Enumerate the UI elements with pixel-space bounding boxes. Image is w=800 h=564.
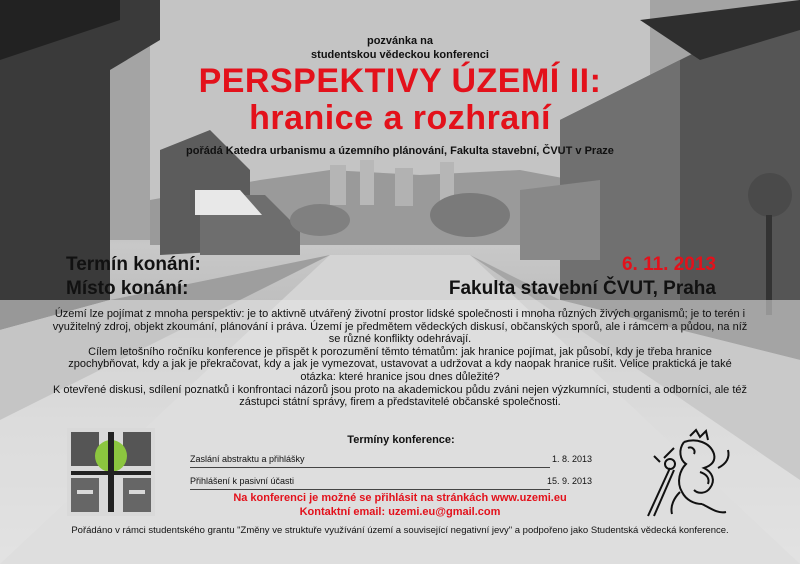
- date-label: Termín konání:: [66, 254, 201, 275]
- venue-value: Fakulta stavební ČVUT, Praha: [448, 278, 716, 299]
- description-paragraph-3: K otevřené diskusi, sdílení poznatků i konfrontaci názorů jsou proto na akademickou půdu zváni nejen výzkumníci, studenti a odborníci, ale též zástupci státní správy, firem a představitelé občanské společnosti.: [52, 383, 747, 409]
- deadline-label: Přihlášení k pasivní účasti: [190, 476, 295, 486]
- description: [52, 308, 748, 409]
- invitation-line-1: pozvánka na: [366, 35, 434, 47]
- deadline-date: 1. 8. 2013: [551, 454, 592, 464]
- deadlines-title: Termíny konference:: [347, 434, 455, 446]
- deadline-row: [190, 476, 612, 486]
- deadline-date: 15. 9. 2013: [546, 476, 592, 486]
- registration-text[interactable]: Na konferenci je možné se přihlásit na stránkách www.uzemi.eu: [233, 492, 567, 504]
- cvut-lion-icon: [640, 428, 735, 520]
- venue-label: Místo konání:: [66, 278, 189, 299]
- deadlines-box: [190, 434, 612, 490]
- divider: [190, 467, 550, 468]
- deadline-row: [190, 454, 612, 464]
- contact-email[interactable]: Kontaktní email: uzemi.eu@gmail.com: [299, 506, 501, 518]
- invitation-heading: [0, 34, 800, 62]
- date-value: 6. 11. 2013: [621, 254, 716, 275]
- divider: [190, 489, 550, 490]
- deadline-label: Zaslání abstraktu a přihlášky: [190, 454, 305, 464]
- invitation-line-2: studentskou vědeckou konferenci: [311, 49, 489, 61]
- organizer-line: pořádá Katedra urbanismu a územního plánování, Fakulta stavební, ČVUT v Praze: [186, 145, 614, 157]
- footer-note: Pořádáno v rámci studentského grantu "Změny ve struktuře využívání území a související negativní jevy" a podpořeno jako Studentská vědecká konference.: [71, 525, 729, 536]
- description-paragraph-1: Území lze pojímat z mnoha perspektiv: je to aktivně utvářený životní prostor lidské společnosti i mnoha různých živých organismů; je to terén i využitelný zdroj, objekt zkoumání, plánování i práva. Území je předmětem vědeckých diskusí, občanských sporů, ale i rámcem a půdou, na níž se různé konflikty odehrávají.: [52, 308, 748, 346]
- conference-subtitle: hranice a rozhraní: [249, 99, 551, 137]
- description-paragraph-2: Cílem letošního ročníku konference je přispět k porozumění těmto tématům: jak hranice pojímat, jak působí, kdy je třeba hranice zpochybňovat, kdy a jak je překračovat, kdy a jak je vymezovat, ustavovat a udržovat a kdy naopak hranice rušit. Velice praktická je také otázka: které hranice jsou dnes důležité?: [68, 345, 732, 383]
- conference-title: PERSPEKTIVY ÚZEMÍ II:: [198, 62, 602, 100]
